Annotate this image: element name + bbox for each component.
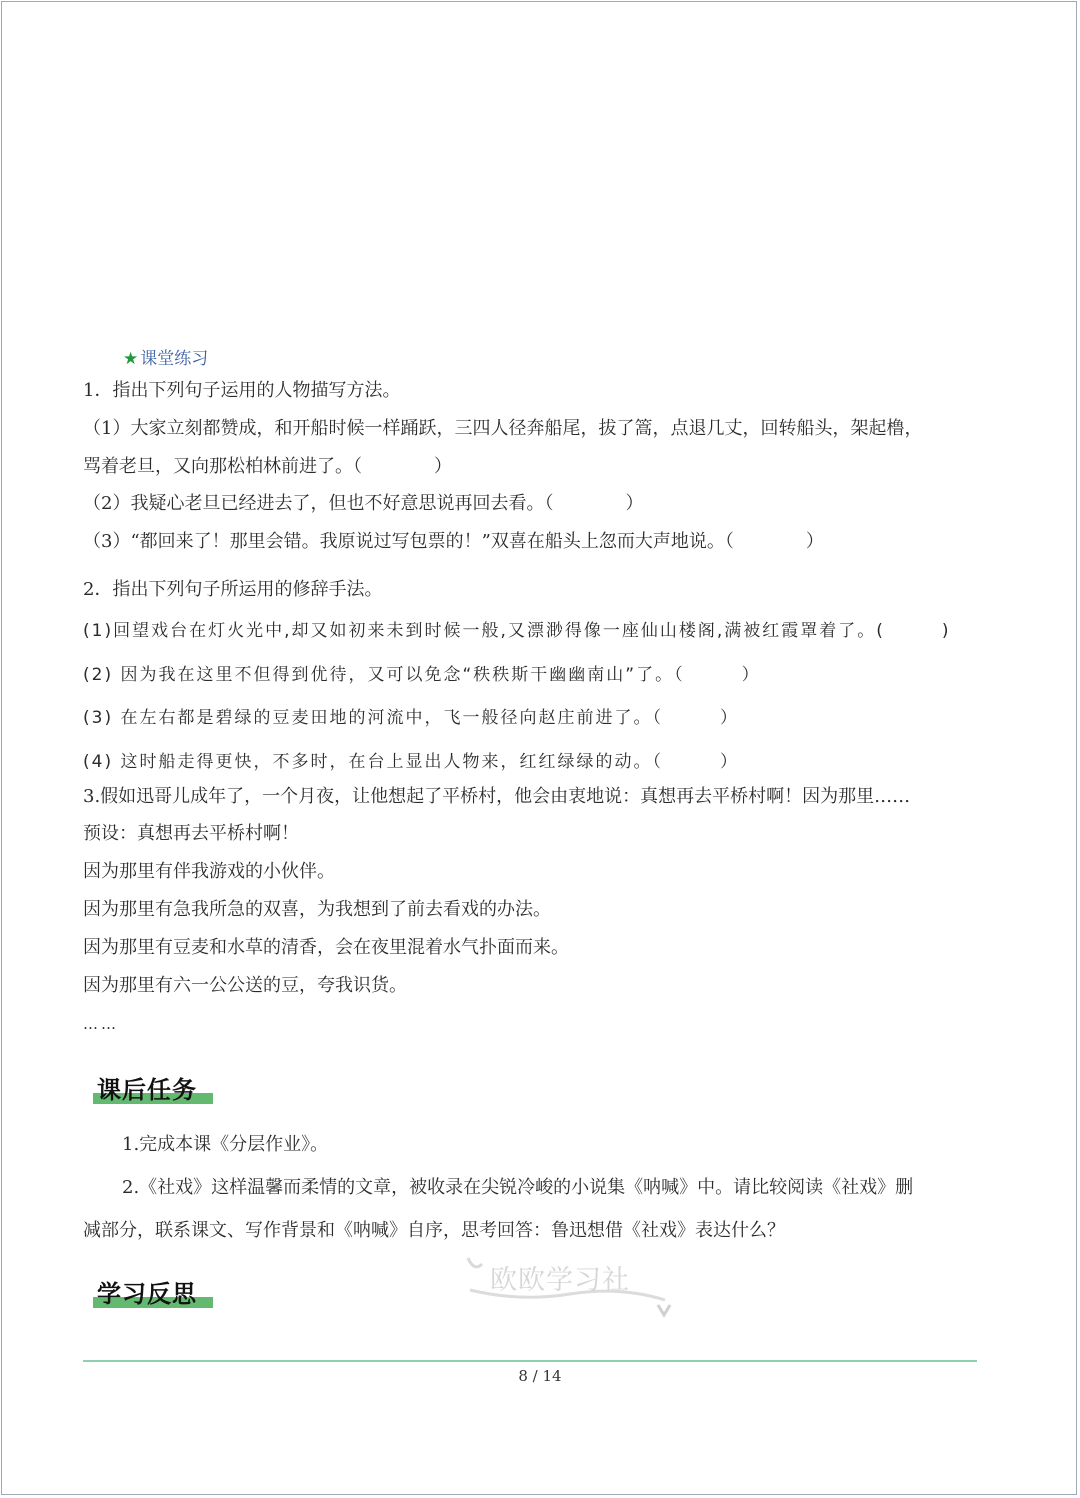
question-2-stem: 2．指出下列句子所运用的修辞手法。 [83, 579, 383, 600]
page-number: 8 / 14 [518, 1367, 562, 1385]
reflection-banner [93, 1274, 213, 1310]
question-2-item: (4) 这时船走得更快，不多时，在台上显出人物来，红红绿绿的动。（ ） [83, 752, 739, 772]
question-3-line: 预设：真想再去平桥村啊！ [83, 823, 299, 844]
question-2-item: (2) 因为我在这里不但得到优待，又可以免念“秩秩斯干幽幽南山”了。（ ） [83, 665, 761, 685]
question-2-item: (1)回望戏台在灯火光中,却又如初来未到时候一般,又漂渺得像一座仙山楼阁,满被红霞罩着了。( ) [83, 621, 951, 641]
question-3-line: 因为那里有豆麦和水草的清香，会在夜里混着水气扑面而来。 [83, 937, 569, 958]
question-1-stem: 1．指出下列句子运用的人物描写方法。 [83, 380, 401, 401]
star-icon: ★ [123, 349, 139, 369]
question-1-item: （3）“都回来了！那里会错。我原说过写包票的！”双喜在船头上忽而大声地说。（ ） [83, 531, 824, 552]
homework-banner [93, 1070, 213, 1106]
homework-title: 课后任务 [97, 1076, 197, 1104]
reflection-title: 学习反思 [97, 1280, 197, 1308]
question-3-stem: 3.假如迅哥儿成年了，一个月夜，让他想起了平桥村，他会由衷地说：真想再去平桥村啊！因为那里…… [83, 786, 911, 807]
homework-item: 1.完成本课《分层作业》。 [122, 1134, 329, 1155]
question-2-item: (3) 在左右都是碧绿的豆麦田地的河流中，飞一般径向赵庄前进了。（ ） [83, 708, 739, 728]
watermark [460, 1250, 680, 1325]
question-1-item: （1）大家立刻都赞成，和开船时候一样踊跃，三四人径奔船尾，拔了篙，点退几丈，回转船头，架起橹， [83, 418, 923, 439]
classroom-exercise-title: ★ 课堂练习 [123, 349, 209, 369]
watermark-text: 欧欧学习社 [490, 1265, 630, 1296]
footer-rule [83, 1360, 977, 1362]
question-1-item: 骂着老旦，又向那松柏林前进了。（ ） [83, 456, 452, 477]
homework-item: 减部分，联系课文、写作背景和《呐喊》自序，思考回答：鲁迅想借《社戏》表达什么？ [83, 1220, 785, 1241]
question-3-line: 因为那里有伴我游戏的小伙伴。 [83, 861, 335, 882]
homework-item: 2.《社戏》这样温馨而柔情的文章，被收录在尖锐冷峻的小说集《呐喊》中。请比较阅读《社戏》删 [122, 1177, 914, 1198]
question-3-ellipsis: …… [83, 1015, 119, 1033]
question-1-item: （2）我疑心老旦已经进去了，但也不好意思说再回去看。（ ） [83, 493, 644, 514]
question-3-line: 因为那里有急我所急的双喜，为我想到了前去看戏的办法。 [83, 899, 551, 920]
question-3-line: 因为那里有六一公公送的豆，夸我识货。 [83, 975, 407, 996]
